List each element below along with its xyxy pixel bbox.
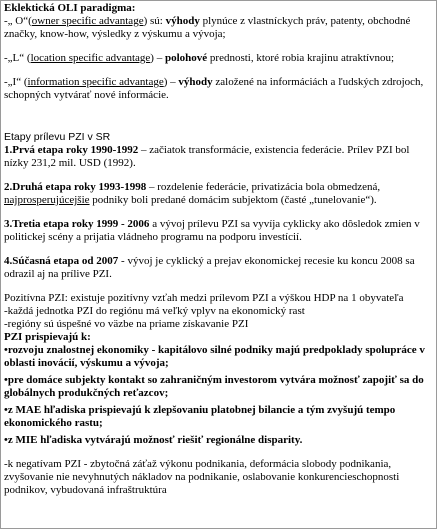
- oli-mid: ) –: [163, 76, 179, 88]
- etapa-label: 1.Prvá etapa roky 1990-1992: [4, 144, 139, 156]
- etapy-heading: Etapy prílevu PZI v SR: [4, 131, 111, 143]
- relation-line: Pozitívna PZI: existuje pozitívny vzťah medzi prílevom PZI a výškou HDP na 1 obyvateľa: [4, 292, 404, 304]
- negatives-paragraph: -k negatívam PZI - zbytočná záťaž výkonu podnikania, deformácia slobody podnikania, zvyšovanie nie nevyhnutých nákladov na podnikanie, oslabovanie konkurencieschopnosti podnikov, vybudovaná infraštruktúra: [4, 458, 400, 496]
- oli-prefix: -„ O“(: [4, 15, 32, 27]
- relation-line: -regióny sú úspešné vo väzbe na priame získavanie PZI: [4, 318, 249, 330]
- relation-line: -každá jednotka PZI do regiónu má veľký vplyv na ekonomický rast: [4, 305, 305, 317]
- oli-rest: prednosti, ktoré robia krajinu atraktívnou;: [207, 52, 395, 64]
- oli-term: location specific advantage: [30, 52, 151, 64]
- oli-key: polohové: [164, 52, 208, 64]
- oli-rest: plynúce z vlastníckych práv, patenty, obchodné značky, know-how, výsledky z výskumu a vývoja;: [4, 15, 411, 40]
- bullet-icon: •: [4, 344, 8, 356]
- etapa-label: 3.Tretia etapa roky 1999 - 2006: [4, 218, 150, 230]
- etapa-text: – začiatok transformácie, existencia federácie. Prílev PZI bol nízky 231,2 mil. USD (1992).: [4, 144, 410, 169]
- prispievaju-text: pre domáce subjekty kontakt so zahraničným investorom vytvára možnosť zapojiť sa do globálnych produkčných reťazcov;: [4, 374, 424, 399]
- prispievaju-item: [4, 434, 433, 447]
- oli-key: výhody: [165, 15, 200, 27]
- bullet-icon: •: [4, 434, 8, 446]
- prispievaju-heading: PZI prispievajú k:: [4, 331, 91, 343]
- oli-item-o: [4, 15, 433, 41]
- oli-item-i: [4, 76, 433, 102]
- etapa-label: 4.Súčasná etapa od 2007: [4, 255, 119, 267]
- prispievaju-text: z MIE hľadiska vytvárajú možnosť riešiť regionálne disparity.: [7, 434, 303, 446]
- oli-prefix: -„L“ (: [4, 52, 31, 64]
- paradigm-title: Eklektická OLI paradigma:: [4, 2, 136, 14]
- oli-term: information specific advantage: [27, 76, 164, 88]
- etapa-1: [4, 144, 433, 170]
- prispievaju-item: [4, 404, 433, 430]
- prispievaju-item: [4, 374, 433, 400]
- bullet-icon: •: [4, 374, 8, 386]
- oli-term: owner specific advantage: [31, 15, 144, 27]
- oli-item-l: [4, 52, 433, 65]
- etapa-text-continued: podniky boli predané domácim subjektom (časté „tunelovanie“).: [89, 194, 377, 206]
- oli-rest: založené na informáciách a ľudských zdrojoch, schopných vytvárať nové informácie.: [4, 76, 424, 101]
- etapa-text: - vývoj je cyklický a prejav ekonomickej recesie ku koncu 2008 sa odrazil aj na prílive PZI.: [4, 255, 415, 280]
- etapa-underlined-word: najprosperujúcejšie: [4, 194, 90, 206]
- oli-prefix: -„I“ (: [4, 76, 28, 88]
- oli-mid: ) –: [150, 52, 165, 64]
- etapa-text: – rozdelenie federácie, privatizácia bola obmedzená,: [146, 181, 381, 193]
- etapa-2: [4, 181, 433, 207]
- oli-mid: ) sú:: [143, 15, 166, 27]
- bullet-icon: •: [4, 404, 8, 416]
- etapa-label: 2.Druhá etapa roky 1993-1998: [4, 181, 147, 193]
- prispievaju-text: z MAE hľadiska prispievajú k zlepšovaniu platobnej bilancie a tým zvyšujú tempo ekonomického rastu;: [4, 404, 396, 429]
- oli-key: výhody: [178, 76, 213, 88]
- etapa-text: a vývoj prílevu PZI sa vyvíja cyklicky ako dôsledok zmien v politickej scény a prijatia vládneho programu na podporu investícií.: [4, 218, 420, 243]
- etapa-4: [4, 255, 433, 281]
- prispievaju-item: [4, 344, 433, 370]
- etapa-3: [4, 218, 433, 244]
- prispievaju-text: rozvoju znalostnej ekonomiky - kapitálovo silné podniky majú predpoklady spolupráce v oblasti inovácií, výskumu a vývoja;: [4, 344, 425, 369]
